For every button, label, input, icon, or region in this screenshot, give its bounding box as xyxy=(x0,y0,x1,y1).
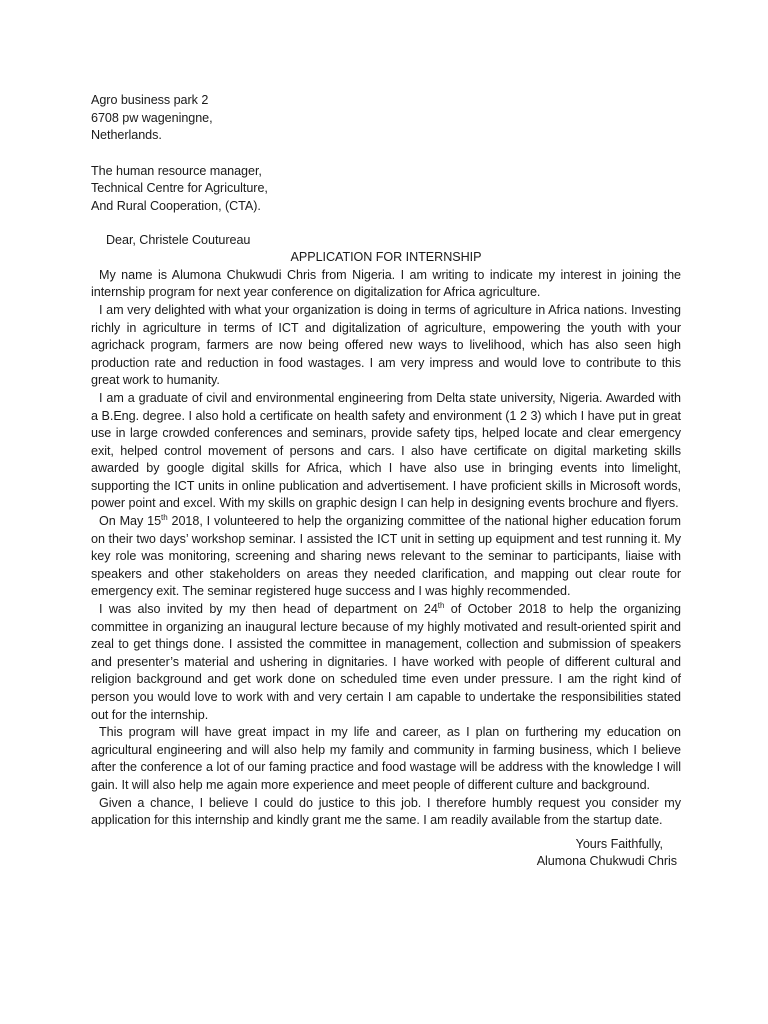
recipient-address xyxy=(91,163,681,216)
paragraph-4-superscript: th xyxy=(161,513,168,523)
closing-phrase: Yours Faithfully, xyxy=(575,836,663,851)
signature-name: Alumona Chukwudi Chris xyxy=(536,854,677,869)
paragraph-5-start: I was also invited by my then head of department on 24 xyxy=(99,602,438,617)
sender-address-line-3: Netherlands. xyxy=(91,128,162,143)
paragraph-4-start: On May 15 xyxy=(99,514,162,529)
sender-address xyxy=(91,92,681,145)
sender-address-line-2: 6708 pw wageningne, xyxy=(91,110,213,125)
paragraph-2: I am very delighted with what your organization is doing in terms of agriculture in Africa nations. Investing richly in agriculture in terms of ICT and digitalization of agriculture, empowering the youth with your agrichack program, farmers are now being offered new ways to livelihood, which has also seen high production rate and reduction in food wastages. I am very impress and would love to contribute to this great work to humanity. xyxy=(91,302,681,388)
paragraph-5-superscript: th xyxy=(437,601,445,611)
paragraph-5-rest: of October 2018 to help the organizing committee in organizing an inaugural lecture because of my highly motivated and result-oriented spirit and zeal to get things done. I assisted the committee in management, collection and submission of speakers and presenter’s material and ushering in dignitaries. I have worked with people of different cultural and religion background and get work done on scheduled time even under pressure. I am the right kind of person you would love to work with and very certain I am capable to undertake the responsibilities stated out for the internship. xyxy=(91,602,681,722)
salutation: Dear, Christele Coutureau xyxy=(106,232,251,247)
paragraph-4-rest: 2018, I volunteered to help the organizing committee of the national higher education forum on their two days’ workshop seminar. I assisted the ICT unit in setting up equipment and test running it. My key role was monitoring, screening and sharing news relevant to the seminar to participants, liaise with speakers and other stakeholders on areas they needed clarification, and mapping out clear route for emergency exit. The seminar registered huge success and I was highly recommended. xyxy=(91,514,681,599)
paragraph-1: My name is Alumona Chukwudi Chris from Nigeria. I am writing to indicate my interest in joining the internship program for next year conference on digitalization for Africa agriculture. xyxy=(91,267,681,300)
recipient-address-line-2: Technical Centre for Agriculture, xyxy=(91,181,268,196)
letter-heading: APPLICATION FOR INTERNSHIP xyxy=(290,250,482,265)
letter-body xyxy=(91,92,681,871)
paragraph-6: This program will have great impact in my life and career, as I plan on furthering my education on agricultural engineering and will also help my family and community in farming business, which I believe after the conference a lot of our faming practice and food wastage will be address with the knowledge I will gain. It will also help me again more experience and meet people of different culture and background. xyxy=(91,725,681,792)
recipient-address-line-1: The human resource manager, xyxy=(91,163,262,178)
paragraph-5 xyxy=(91,601,681,724)
recipient-address-line-3: And Rural Cooperation, (CTA). xyxy=(91,198,261,213)
sender-address-line-1: Agro business park 2 xyxy=(91,93,209,107)
paragraph-4 xyxy=(91,513,681,601)
paragraph-7: Given a chance, I believe I could do justice to this job. I therefore humbly request you consider my application for this internship and kindly grant me the same. I am readily available from the startup date. xyxy=(91,795,681,828)
paragraph-3: I am a graduate of civil and environmental engineering from Delta state university, Nigeria. Awarded with a B.Eng. degree. I also hold a certificate on health safety and environment (1 2 3) which I have put in great use in large crowded conferences and seminars, provide safety tips, helped locate and clear emergency exit, helped control movement of persons and cars. I also have certificate on digital marketing skills awarded by google digital skills for Africa, which I have also use in bringing events into limelight, supporting the ICT units in online publication and advertisement. I have proficient skills in Microsoft words, power point and excel. With my skills on graphic design I can help in designing events brochure and flyers. xyxy=(91,390,681,511)
